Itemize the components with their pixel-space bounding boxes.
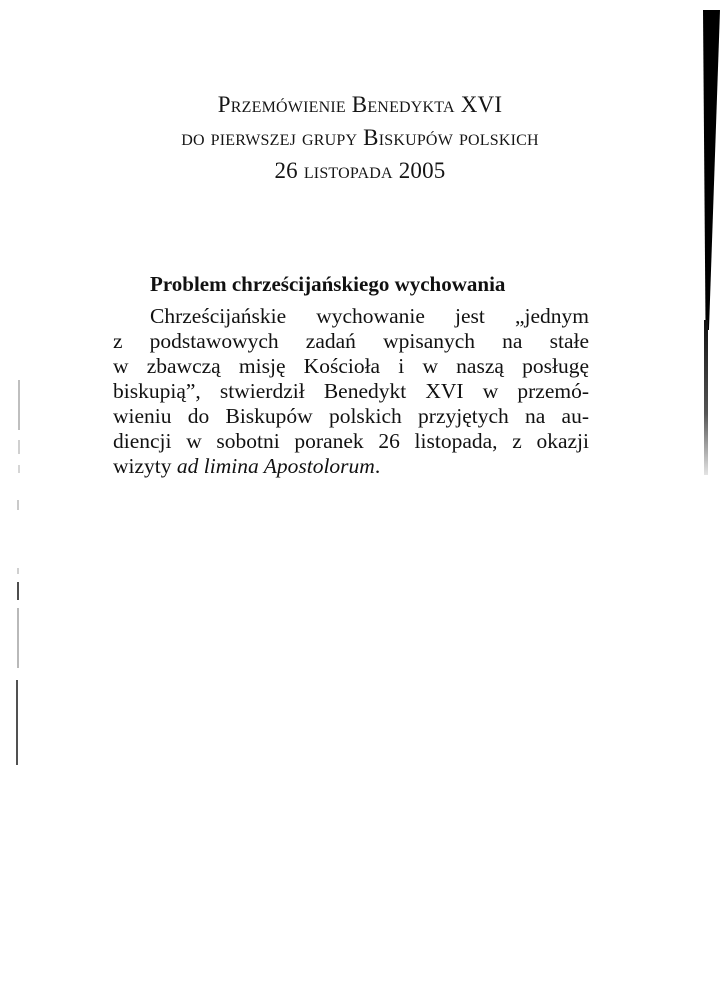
title-line-3-date: 26 listopada 2005 [274,158,446,183]
scan-mark-left [17,500,19,510]
scan-mark-left [17,568,19,574]
scan-edge-right-tail [704,320,708,475]
paragraph-line: diencji w sobotni poranek 26 listopada, z okazji [113,429,589,453]
body-paragraph [113,304,589,479]
paragraph-line: z podstawowych zadań wpisanych na stałe [113,329,589,353]
scan-mark-left [17,582,19,600]
paragraph-line: w zbawczą misję Kościoła i w naszą posługę [113,354,589,378]
title-line-2: do pierwszej grupy Biskupów polskich [181,125,539,150]
paragraph-line: biskupią”, stwierdził Benedykt XVI w przemó- [113,379,589,403]
paragraph-line: wieniu do Biskupów polskich przyjętych na au- [113,404,589,428]
section-heading: Problem chrześcijańskiego wychowania [150,272,506,296]
scan-mark-left [18,440,20,454]
scan-mark-left [16,680,18,765]
title-line-1: Przemówienie Benedykta XVI [217,92,503,117]
scan-mark-left [17,608,19,668]
last-line-text: wizyty [113,454,177,478]
scan-mark-left [18,465,20,473]
paragraph-line: Chrześcijańskie wychowanie jest „jednym [150,304,589,328]
paragraph-last-line [113,454,589,479]
scan-edge-right [703,10,720,330]
scan-mark-left [18,380,20,430]
last-line-period: . [374,454,381,478]
document-title [100,88,620,187]
italic-phrase: ad limina Apostolorum [176,454,375,478]
